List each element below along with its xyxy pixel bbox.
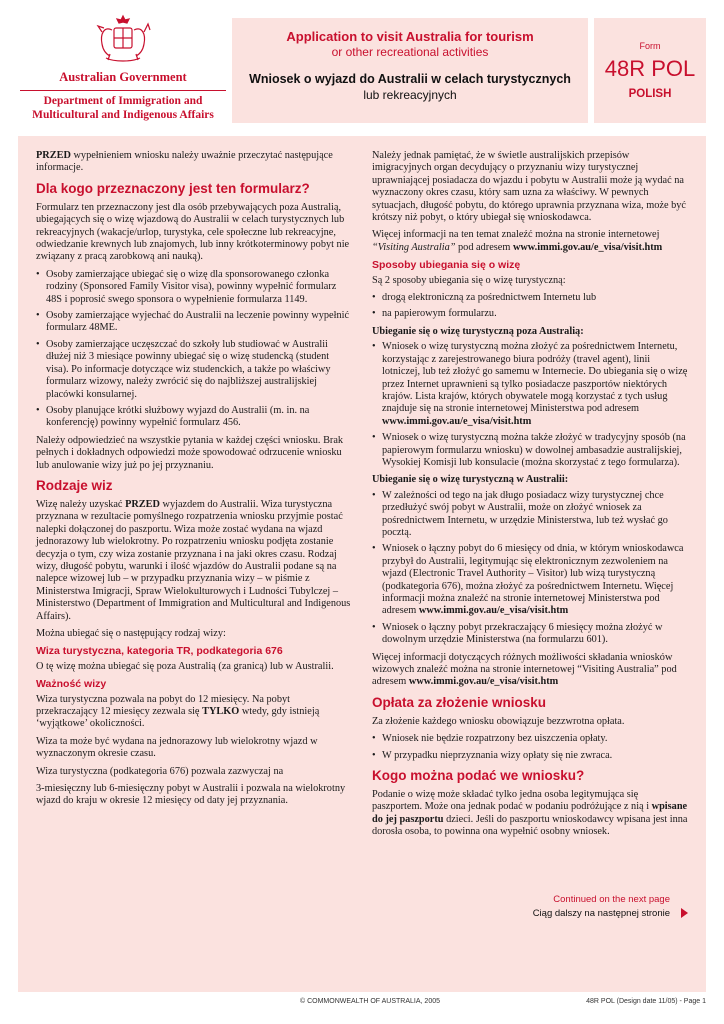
- continued-english: Continued on the next page: [553, 894, 670, 905]
- page-info: 48R POL (Design date 11/05) - Page 1: [586, 998, 706, 1005]
- form-title-box: [232, 18, 588, 123]
- list-item: • drogą elektroniczną za pośrednictwem Internetu lub: [372, 292, 690, 304]
- visa-types-note: Można ubiegać się o następujący rodzaj wizy:: [36, 628, 226, 639]
- list-item: • W zależności od tego na jak długo posiadacz wizy turystycznej chce przedłużyć swój pobyt w Australii, może on złożyć wniosek za pośrednictwem Internetu, w urzędzie Ministerstwa, lub też wysłać go pocztą.: [372, 490, 690, 540]
- title-polish-line-2: lub rekreacyjnych: [363, 88, 457, 102]
- subheading-inside-australia: Ubieganie się o wizę turystyczną w Australii:: [372, 474, 569, 486]
- list-item: • Osoby zamierzające wyjechać do Australii na leczenie powinny wypełnić formularz 48ME.: [36, 310, 352, 335]
- title-polish-line-1: Wniosek o wyjazd do Australii w celach turystycznych: [249, 72, 571, 86]
- visit-url-link[interactable]: www.immi.gov.au/e_visa/visit.htm: [512, 241, 663, 253]
- header-divider: [20, 90, 226, 91]
- form-number: 48R POL: [604, 56, 696, 81]
- visit-url-link[interactable]: www.immi.gov.au/e_visa/visit.htm: [382, 415, 532, 427]
- section-heading-who: Dla kogo przeznaczony jest ten formularz?: [36, 180, 310, 196]
- government-branding: [18, 14, 228, 136]
- subheading-tourist-visa: Wiza turystyczna, kategoria TR, podkategoria 676: [36, 645, 283, 658]
- tourist-visa-paragraph: O tę wizę można ubiegać się poza Australią (za granicą) lub w Australii.: [36, 660, 334, 672]
- outside-list: [372, 341, 690, 469]
- list-item: • Osoby planujące krótki służbowy wyjazd do Australii (m. in. na konferencję) powinny wypełnić formularz 456.: [36, 405, 352, 430]
- who-list: [36, 269, 352, 430]
- inside-list: [372, 490, 690, 647]
- list-item: • Wniosek o wizę turystyczną można złożyć za pośrednictwem Internetu, korzystając z zarejestrowanego biura podróży (travel agent), linii lotniczej, lub też złożyć go samemu w Internecie. Do ubiegania się o wizę przez Internet uprawnieni są tylko posiadacze paszportów niektórych krajów. Lista krajów, których obywatele mogą korzystać z tych usług znajduje się na stronie internetowej Ministerstwa pod adresem www.immi.gov.au/e_visa/visit.htm: [372, 341, 690, 428]
- list-item: • Osoby zamierzające uczęszczać do szkoły lub studiować w Australii dłużej niż 3 miesiące powinny ubiegać się o wizę studencką (student visa). Po informacje dotyczące wiz studenckich, a także po właściwy formularz wizowy, należy zwrócić się do najbliższej australijskiej placówki konsularnej.: [36, 339, 352, 401]
- continued-notice: [533, 893, 670, 921]
- visit-url-link[interactable]: www.immi.gov.au/e_visa/visit.htm: [418, 605, 569, 617]
- fee-paragraph: Za złożenie każdego wniosku obowiązuje bezzwrotna opłata.: [372, 715, 625, 727]
- who-paragraph: Formularz ten przeznaczony jest dla osób przebywających poza Australią, ubiegających się o wizę wjazdową do Australii w celach turystycznych lub rekreacyjnych (wakacje/urlop, turystyka, cele społeczne lub rekreacyjne, odwiedzanie krewnych lub znajomych, lub inny krótkoterminowy pobyt nie związany z pracą zarobkową ani nauką).: [36, 201, 350, 263]
- coat-of-arms-icon: [92, 14, 154, 64]
- list-item: • Wniosek nie będzie rozpatrzony bez uiszczenia opłaty.: [372, 733, 690, 745]
- continued-polish: Ciąg dalszy na następnej stronie: [532, 908, 670, 919]
- methods-list: [372, 292, 690, 321]
- title-english-line-2: or other recreational activities: [331, 45, 489, 59]
- methods-paragraph: Są 2 sposoby ubiegania się o wizę turystyczną:: [372, 274, 566, 286]
- validity-paragraph-3: Wiza turystyczna (podkategoria 676) pozwala zazwyczaj na: [36, 765, 284, 777]
- government-name: Australian Government: [59, 70, 187, 84]
- next-page-arrow-icon: [681, 908, 688, 918]
- department-name: [18, 94, 228, 122]
- form-language: POLISH: [628, 88, 672, 100]
- list-item: • Osoby zamierzające ubiegać się o wizę dla sponsorowanego członka rodziny (Sponsored Family Visitor visa), powinny wypełnić formularz 48S i poprosić swego sponsora o wypełnienie formularza 1149.: [36, 269, 352, 306]
- section-heading-who-to-include: Kogo można podać we wniosku?: [372, 768, 585, 784]
- more-info-paragraph: Więcej informacji na ten temat znaleźć można na stronie internetowej “Visiting Australia” pod adresem www.immi.gov.au/e_visa/visit.htm: [372, 229, 663, 253]
- subheading-outside-australia: Ubieganie się o wizę turystyczną poza Australią:: [372, 325, 584, 337]
- left-column: [36, 150, 352, 813]
- who-note-paragraph: Należy odpowiedzieć na wszystkie pytania w każdej części wniosku. Brak pełnych i dokładnych odpowiedzi może spowodować odrzucenie wniosku lub anulowanie wizy już po jej przyznaniu.: [36, 434, 344, 471]
- validity-paragraph-4: 3-miesięczny lub 6-miesięczny pobyt w Australii i pozwala na wielokrotny wjazd do kraju w okresie 12 miesięcy od daty jej przyznania.: [36, 783, 346, 807]
- validity-paragraph-2: Wiza ta może być wydana na jednorazowy lub wielokrotny wjazd w wyznaczonym okresie czasu.: [36, 735, 318, 760]
- subheading-visa-validity: Ważność wizy: [36, 678, 107, 691]
- subheading-application-methods: Sposoby ubiegania się o wizę: [372, 259, 521, 272]
- who-to-include-paragraph: Podanie o wizę może składać tylko jedna osoba legitymująca się paszportem. Może ona jednak podać w podaniu podróżujące z nią i wpisane do jej paszportu dzieci. Jeśli do paszportu wnioskodawcy wpisana jest inna dorosła osoba, to powinna ona wypełnić osobny wniosek.: [372, 789, 688, 838]
- list-item: • Wniosek o wizę turystyczną można także złożyć w tradycyjny sposób (na papierowym formularzu wniosku) w dowolnej ambasadzie australijskiej, Wysokiej Komisji lub konsulacie (można skorzystać z tego formularza).: [372, 432, 690, 469]
- visit-url-link[interactable]: www.immi.gov.au/e_visa/visit.htm: [408, 676, 559, 688]
- inside-info-paragraph: Więcej informacji dotyczących różnych możliwości składania wniosków wizowych znaleźć można na stronie internetowej “Visiting Australia” pod adresem www.immi.gov.au/e_visa/visit.htm: [372, 651, 677, 688]
- list-item: • W przypadku nieprzyznania wizy opłaty się nie zwraca.: [372, 750, 690, 762]
- intro-paragraph: PRZED wypełnieniem wniosku należy uważnie przeczytać następujące informacje.: [36, 150, 333, 174]
- validity-paragraph-1: Wiza turystyczna pozwala na pobyt do 12 miesięcy. Na pobyt przekraczający 12 miesięcy zezwala się TYLKO wtedy, gdy istnieją ‘wyjątkowe’ okoliczności.: [36, 693, 320, 730]
- visa-types-paragraph: Wizę należy uzyskać PRZED wyjazdem do Australii. Wiza turystyczna przyznana w rezultacie pomyślnego rozpatrzenia wniosku przyjmie postać nalepki dołączonej do paszportu. Wiza może zostać wydana na wjazd jednorazowy lub wielokrotny. Po rozpatrzeniu wniosku podjęta zostanie decyzja o tym, czy wiza zostanie przyznana i na jaki okres czasu. Rodzaj wizy, długość pobytu, warunki i ilość wjazdów do Australii podane są na nalepce wizowej lub – w przypadku przyznania wizy – w piśmie z Ministerstwa Imigracji, Spraw Wielokulturowych i Ludności Tubylczej – Ministerstwo (Department of Immigration and Multicultural and Indigenous Affairs).: [36, 498, 351, 622]
- list-item: • Wniosek o łączny pobyt przekraczający 6 miesięcy można złożyć w dowolnym urzędzie Ministerstwa (na formularzu 601).: [372, 622, 690, 647]
- right-column: [372, 150, 690, 844]
- list-item: • na papierowym formularzu.: [372, 308, 690, 320]
- form-label: Form: [639, 41, 661, 51]
- section-heading-visa-types: Rodzaje wiz: [36, 477, 113, 493]
- list-item: • Wniosek o łączny pobyt do 6 miesięcy od dnia, w którym wnioskodawca przybył do Australii, legitymując się elektronicznym zezwoleniem na wjazd (Electronic Travel Authority – Visitor) lub wizą turystyczną (podkategoria 676), można złożyć za pośrednictwem Internetu. Więcej informacji można znaleźć na stronie internetowej Ministerstwa pod adresem www.immi.gov.au/e_visa/visit.htm: [372, 543, 690, 617]
- duration-paragraph: Należy jednak pamiętać, że w świetle australijskich przepisów imigracyjnych organ decydujący o przyznaniu wizy turystycznej uprawniającej posiadacza do wjazdu i pobytu w Australii może ją wydać na wyznaczony okres czasu, który sam uzna za właściwy. W pewnych sytuacjach, długość pobytu, do którego uprawnia przyznana wiza, może być krótszy niż pobyt, o który ubiegał się wnioskodawca.: [372, 150, 686, 224]
- title-english-line-1: Application to visit Australia for tourism: [286, 29, 534, 44]
- department-name-line-2: Multicultural and Indigenous Affairs: [32, 109, 214, 121]
- section-heading-fee: Opłata za złożenie wniosku: [372, 694, 547, 710]
- fee-list: [372, 733, 690, 762]
- form-number-box: [594, 18, 706, 123]
- copyright-notice: © COMMONWEALTH OF AUSTRALIA, 2005: [300, 998, 440, 1005]
- department-name-line-1: Department of Immigration and: [43, 95, 203, 107]
